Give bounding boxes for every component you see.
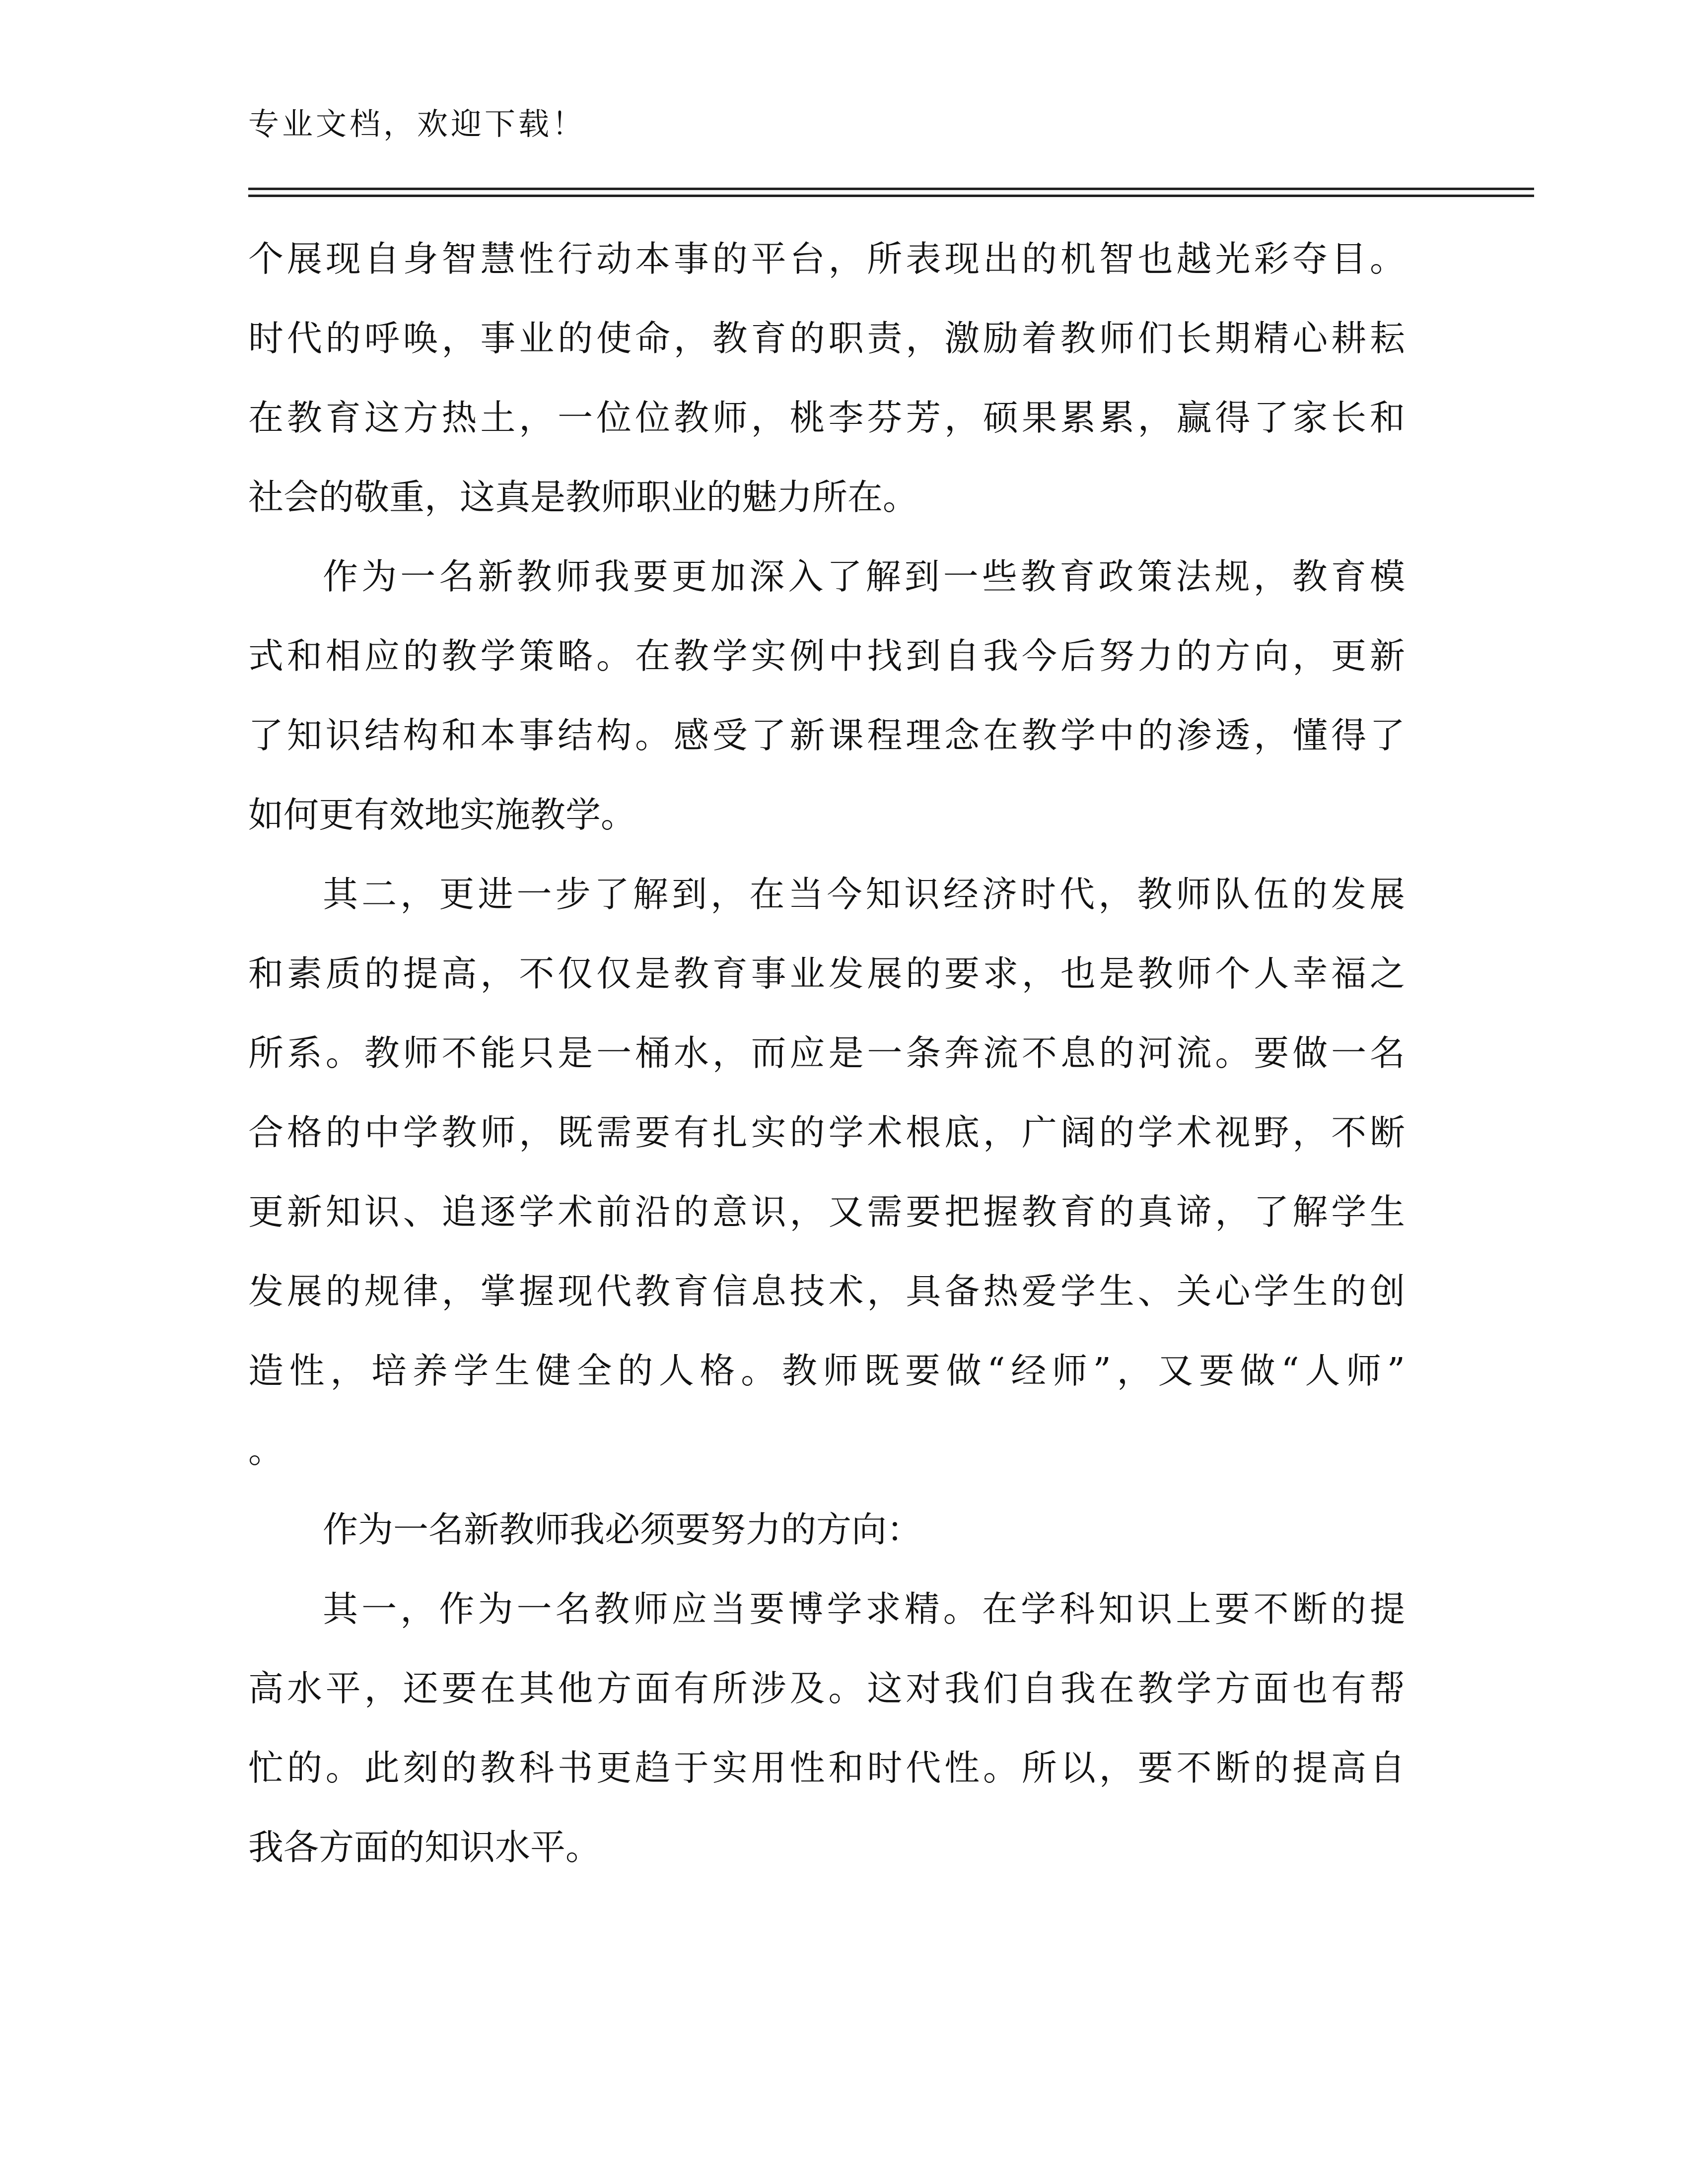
- text-line-paragraph-start: 其二，更进一步了解到，在当今知识经济时代，教师队伍的发展: [323, 874, 1405, 915]
- text-line-paragraph-start: 其一，作为一名教师应当要博学求精。在学科知识上要不断的提: [323, 1588, 1405, 1630]
- text-line: 。: [248, 1430, 284, 1471]
- text-line: 造性，培养学生健全的人格。教师既要做“经师”，又要做“人师”: [248, 1350, 1405, 1391]
- text-line: 高水平，还要在其他方面有所涉及。这对我们自我在教学方面也有帮: [248, 1668, 1405, 1709]
- text-line: 我各方面的知识水平。: [248, 1827, 601, 1868]
- text-line: 时代的呼唤，事业的使命，教育的职责，激励着教师们长期精心耕耘: [248, 318, 1405, 359]
- text-line: 所系。教师不能只是一桶水，而应是一条奔流不息的河流。要做一名: [248, 1032, 1405, 1074]
- header-rule-top: [248, 188, 1534, 190]
- text-line: 在教育这方热土，一位位教师，桃李芬芳，硕果累累，赢得了家长和: [248, 397, 1405, 438]
- text-line: 个展现自身智慧性行动本事的平台，所表现出的机智也越光彩夺目。: [248, 238, 1405, 279]
- header-rule-bottom: [248, 195, 1534, 197]
- text-line: 更新知识、追逐学术前沿的意识，又需要把握教育的真谛，了解学生: [248, 1191, 1405, 1232]
- document-body: [248, 219, 1405, 1887]
- text-line: 合格的中学教师，既需要有扎实的学术根底，广阔的学术视野，不断: [248, 1112, 1405, 1153]
- text-line-paragraph-start: 作为一名新教师我要更加深入了解到一些教育政策法规，教育模: [323, 556, 1405, 597]
- text-line: 忙的。此刻的教科书更趋于实用性和时代性。所以，要不断的提高自: [248, 1747, 1405, 1788]
- text-line: 社会的敬重，这真是教师职业的魅力所在。: [248, 477, 918, 518]
- text-line: 如何更有效地实施教学。: [248, 794, 636, 835]
- text-line: 和素质的提高，不仅仅是教育事业发展的要求，也是教师个人幸福之: [248, 953, 1405, 994]
- text-line-paragraph-start: 作为一名新教师我必须要努力的方向：: [323, 1509, 922, 1550]
- text-line: 了知识结构和本事结构。感受了新课程理念在教学中的渗透，懂得了: [248, 715, 1405, 756]
- text-line: 发展的规律，掌握现代教育信息技术，具备热爱学生、关心学生的创: [248, 1271, 1405, 1312]
- page-header-text: 专业文档，欢迎下载！: [248, 106, 586, 142]
- text-line: 式和相应的教学策略。在教学实例中找到自我今后努力的方向，更新: [248, 635, 1405, 677]
